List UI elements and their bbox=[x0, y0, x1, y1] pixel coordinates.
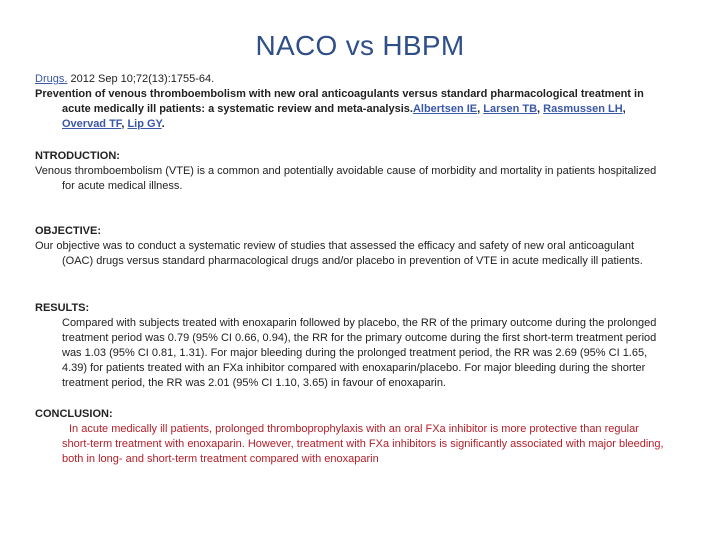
introduction-heading: NTRODUCTION: bbox=[35, 150, 120, 162]
objective-heading: OBJECTIVE: bbox=[35, 225, 102, 237]
author-link[interactable]: Larsen TB bbox=[483, 103, 538, 115]
objective-text: Our objective was to conduct a systematic review of studies that assessed the efficacy and safety of new oral anticoagulant (OAC) drugs versus standard pharmacological drugs and/or placebo in prevention of VTE in acute medically ill patients. bbox=[35, 240, 643, 267]
results-heading: RESULTS: bbox=[35, 302, 90, 314]
author-separator: , bbox=[622, 103, 626, 115]
conclusion-text: In acute medically ill patients, prolonged thromboprophylaxis with an oral FXa inhibitor is more protective than regular short-term treatment with enoxaparin. However, treatment with FXa inhibitors is significantly associated with major bleeding, both in long- and short-term treatment compared with enoxaparin bbox=[62, 423, 664, 465]
article-block bbox=[35, 87, 665, 132]
citation-details: 2012 Sep 10;72(13):1755-64. bbox=[67, 73, 215, 85]
author-end: . bbox=[161, 118, 165, 130]
conclusion-heading: CONCLUSION: bbox=[35, 408, 113, 420]
author-link[interactable]: Overvad TF bbox=[62, 118, 122, 130]
page-title: NACO vs HBPM bbox=[255, 30, 465, 61]
author-separator: , bbox=[537, 103, 544, 115]
author-link[interactable]: Lip GY bbox=[127, 118, 162, 130]
results-text: Compared with subjects treated with enoxaparin followed by placebo, the RR of the primary outcome during the prolonged treatment period was 0.79 (95% CI 0.66, 0.94), the RR for the primary outcome during the first short-term treatment period was 1.03 (95% CI 0.81, 1.31). For major bleeding during the prolonged treatment period, the RR was 2.69 (95% CI 1.65, 4.39) for patients treated with an FXa inhibitor compared with enoxaparin/placebo. For major bleeding during the shorter treatment period, the RR was 2.01 (95% CI 1.10, 3.65) in favour of enoxaparin. bbox=[62, 317, 657, 389]
introduction-text: Venous thromboembolism (VTE) is a common and potentially avoidable cause of morbidity and mortality in patients hospitalized for acute medical illness. bbox=[35, 165, 657, 192]
author-separator: , bbox=[477, 103, 484, 115]
abstract-body bbox=[35, 72, 665, 467]
citation-line bbox=[35, 72, 665, 87]
author-link[interactable]: Albertsen IE bbox=[412, 103, 478, 115]
article-title: Prevention of venous thromboembolism with new oral anticoagulants versus standard pharmacological treatment in acute medically ill patients: a systematic review and meta-analysis. bbox=[35, 88, 644, 115]
journal-link[interactable]: Drugs. bbox=[35, 73, 68, 85]
author-separator: , bbox=[121, 118, 128, 130]
author-link[interactable]: Rasmussen LH bbox=[543, 103, 623, 115]
